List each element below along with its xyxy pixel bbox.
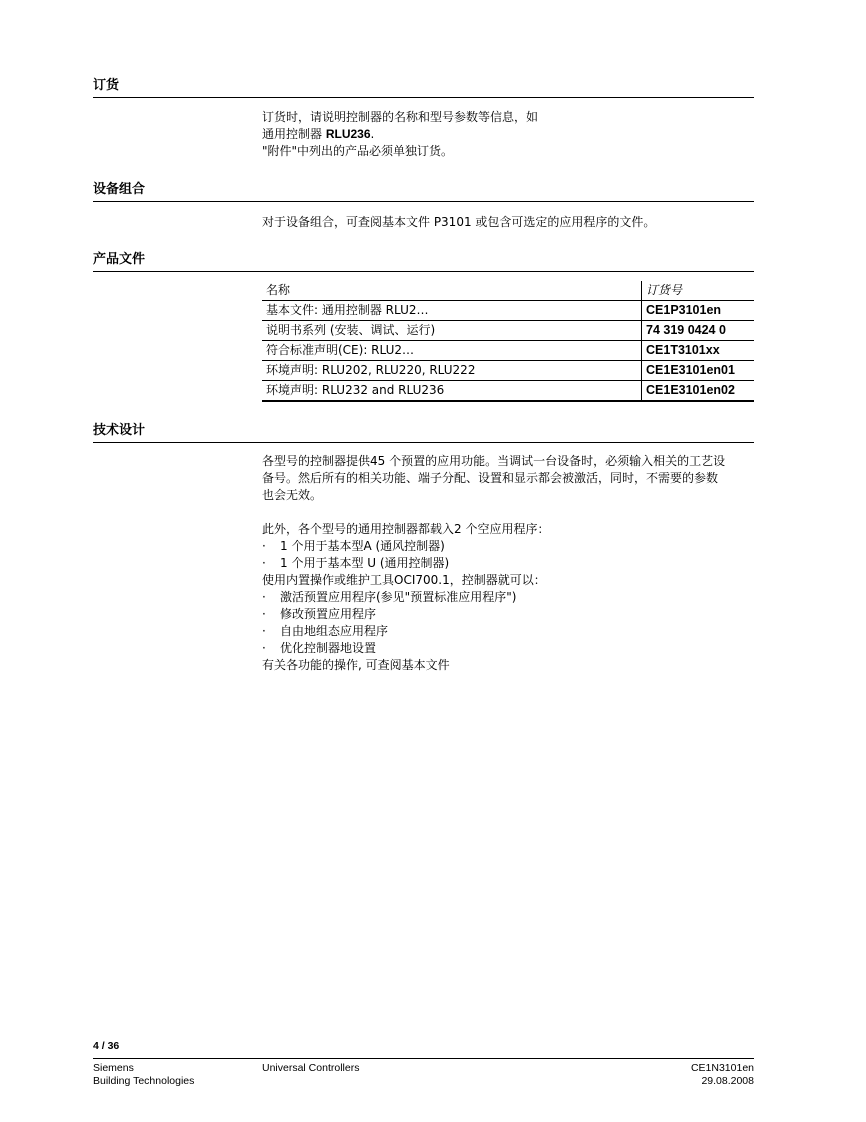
tech-line: 备号。然后所有的相关功能、端子分配、设置和显示都会被激活，同时，不需要的参数 <box>262 471 719 485</box>
doc-name: 基本文件: 通用控制器 RLU2… <box>262 301 642 321</box>
table-row <box>262 301 754 321</box>
doc-order-number: CE1P3101en <box>642 301 755 321</box>
bullet-dot: · <box>262 590 266 604</box>
combination-text <box>262 214 757 231</box>
tech-line: 此外，各个型号的通用控制器都载入2 个空应用程序： <box>262 522 550 536</box>
footer-product: Universal Controllers <box>262 1062 360 1074</box>
tech-line: 也会无效。 <box>262 488 323 502</box>
combination-line: 对于设备组合，可查阅基本文件 P3101 或包含可选定的应用程序的文件。 <box>262 215 656 229</box>
bullet-item <box>262 555 757 572</box>
doc-name: 环境声明: RLU202, RLU220, RLU222 <box>262 361 642 381</box>
bullet-text: 激活预置应用程序(参见"预置标准应用程序") <box>280 590 517 604</box>
bullet-item <box>262 606 757 623</box>
bullet-text: 自由地组态应用程序 <box>280 624 389 638</box>
bullet-item <box>262 589 757 606</box>
bullet-dot: · <box>262 607 266 621</box>
section-title-ordering: 订货 <box>93 78 120 93</box>
documents-table <box>262 281 754 402</box>
doc-date: 29.08.2008 <box>701 1075 754 1087</box>
ordering-line <box>262 126 757 143</box>
tech-line: 使用内置操作或维护工具OCI700.1，控制器就可以： <box>262 573 546 587</box>
table-row <box>262 341 754 361</box>
ordering-prefix: 通用控制器 <box>262 127 326 141</box>
page-number: 4 / 36 <box>93 1040 120 1052</box>
doc-order-number: CE1E3101en01 <box>642 361 755 381</box>
bullet-item <box>262 640 757 657</box>
section-rule <box>93 442 754 443</box>
company-name: Siemens <box>93 1062 134 1074</box>
footer-doc-info <box>600 1062 754 1088</box>
doc-name: 说明书系列 (安装、调试、运行) <box>262 321 642 341</box>
doc-order-number: 74 319 0424 0 <box>642 321 755 341</box>
section-rule <box>93 271 754 272</box>
bullet-text: 优化控制器地设置 <box>280 641 377 655</box>
section-title-combination: 设备组合 <box>93 182 146 197</box>
header-name: 名称 <box>262 281 642 301</box>
ordering-text <box>262 109 757 160</box>
bullet-text: 修改预置应用程序 <box>280 607 377 621</box>
section-title-tech: 技术设计 <box>93 423 146 438</box>
table-row <box>262 321 754 341</box>
bullet-dot: · <box>262 624 266 638</box>
bullet-text: 1 个用于基本型A (通风控制器) <box>280 539 445 553</box>
doc-name: 环境声明: RLU232 and RLU236 <box>262 381 642 402</box>
tech-line: 各型号的控制器提供45 个预置的应用功能。当调试一台设备时，必须输入相关的工艺设 <box>262 454 726 468</box>
footer-rule <box>93 1058 754 1059</box>
section-rule <box>93 201 754 202</box>
section-rule <box>93 97 754 98</box>
ordering-suffix: . <box>370 127 375 141</box>
doc-order-number: CE1T3101xx <box>642 341 755 361</box>
company-division: Building Technologies <box>93 1075 195 1087</box>
ordering-line: 订货时，请说明控制器的名称和型号参数等信息，如 <box>262 110 539 124</box>
bullet-item <box>262 538 757 555</box>
footer-company <box>93 1062 194 1088</box>
ordering-line: "附件"中列出的产品必须单独订货。 <box>262 144 454 158</box>
section-title-docs: 产品文件 <box>93 252 146 267</box>
doc-name: 符合标准声明(CE): RLU2… <box>262 341 642 361</box>
bullet-dot: · <box>262 539 266 553</box>
bullet-item <box>262 623 757 640</box>
tech-line: 有关各功能的操作, 可查阅基本文件 <box>262 658 450 672</box>
bullet-dot: · <box>262 556 266 570</box>
table-row <box>262 361 754 381</box>
table-header-row <box>262 281 754 301</box>
tech-text <box>262 453 757 674</box>
bullet-dot: · <box>262 641 266 655</box>
model-number: RLU236 <box>325 127 371 141</box>
doc-number: CE1N3101en <box>690 1062 754 1074</box>
bullet-text: 1 个用于基本型 U (通用控制器) <box>280 556 450 570</box>
header-order-number: 订货号 <box>642 281 755 301</box>
table-row <box>262 381 754 402</box>
doc-order-number: CE1E3101en02 <box>642 381 755 402</box>
